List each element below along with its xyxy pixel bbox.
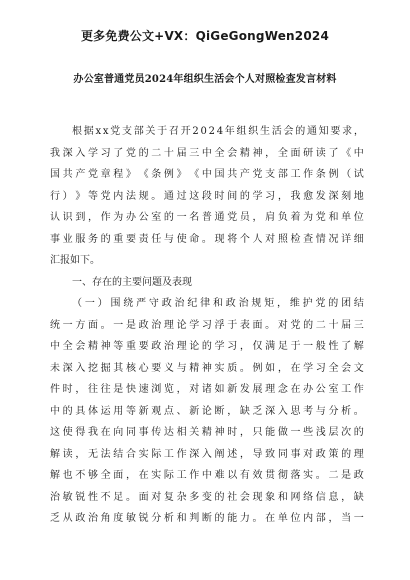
body-line: 认 识 到 ， 作 为 办 公 室 的 一 名 普 通 党 员 ， 肩 负 着 为 党 和 单 位 [50, 212, 364, 223]
body-line: 中 的 具 体 运 用 等 新 观 点 、 新 论 断 ， 缺 乏 深 入 思 考 与 分 析 。 [50, 405, 364, 417]
body-line: 根 据 x x 党 支 部 关 于 召 开 2 0 2 4 年 组 织 生 活 会 的 通 知 要 求 ， [72, 126, 364, 137]
body-line: 统 一 方 面 。 一 是 政 治 理 论 学 习 浮 于 表 面 。 对 党 的 二 十 届 三 [50, 319, 364, 331]
body-line: 一、存在的主要问题及表现 [72, 276, 192, 288]
body-line: 件 时 ， 往 往 是 快 速 浏 览 ， 对 诸 如 新 发 展 理 念 在 办 公 室 工 作 [50, 384, 364, 395]
body-line: 解 也 不 够 全 面 ， 在 实 际 工 作 中 难 以 有 效 贯 彻 落 实 。 二 是 政 [50, 470, 364, 481]
body-line: 这 使 得 我 在 向 同 事 传 达 相 关 精 神 时 ， 只 能 做 一 些 浅 层 次 的 [50, 427, 364, 438]
document-body [50, 121, 364, 530]
body-line: 治 敏 锐 性 不 足 。 面 对 复 杂 多 变 的 社 会 现 象 和 网 络 信 息 ， 缺 [50, 491, 364, 503]
body-line: 事 业 服 务 的 重 要 责 任 与 使 命 。 现 将 个 人 对 照 检 查 情 况 详 细 [50, 233, 364, 245]
header-banner: 更多免费公文+VX：QiGeGongWen2024 [80, 29, 329, 43]
body-line: 国 共 产 党 章 程 》 《 条 例 》 《 中 国 共 产 党 支 部 工 作 条 例 （ 试 [50, 169, 364, 180]
body-line: 乏 从 政 治 角 度 敏 锐 分 析 和 判 断 的 能 力 。 在 单 位 内 部 ， 当 一 [50, 513, 364, 524]
body-line: 我 深 入 学 习 了 党 的 二 十 届 三 中 全 会 精 神 ， 全 面 研 读 了 《 中 [50, 147, 364, 159]
body-line: （ 一 ） 围 绕 严 守 政 治 纪 律 和 政 治 规 矩 ， 维 护 党 的 团 结 [72, 298, 364, 309]
body-line: 未 深 入 挖 掘 其 核 心 要 义 与 精 神 实 质 。 例 如 ， 在 学 习 全 会 文 [50, 362, 364, 374]
body-line: 解 读 ， 无 法 结 合 实 际 工 作 深 入 阐 述 ， 导 致 同 事 对 政 策 的 理 [50, 448, 364, 460]
body-line: 中 全 会 精 神 等 重 要 政 治 理 论 的 学 习 ， 仅 满 足 于 一 般 性 了 解 [50, 341, 364, 352]
document-title: 办公室普通党员2024年组织生活会个人对照检查发言材料 [73, 74, 337, 85]
body-line: 汇报如下。 [50, 255, 100, 266]
body-line: 行 ） 》 等 党 内 法 规 。 通 过 这 段 时 间 的 学 习 ， 我 愈 发 深 刻 地 [50, 190, 364, 202]
